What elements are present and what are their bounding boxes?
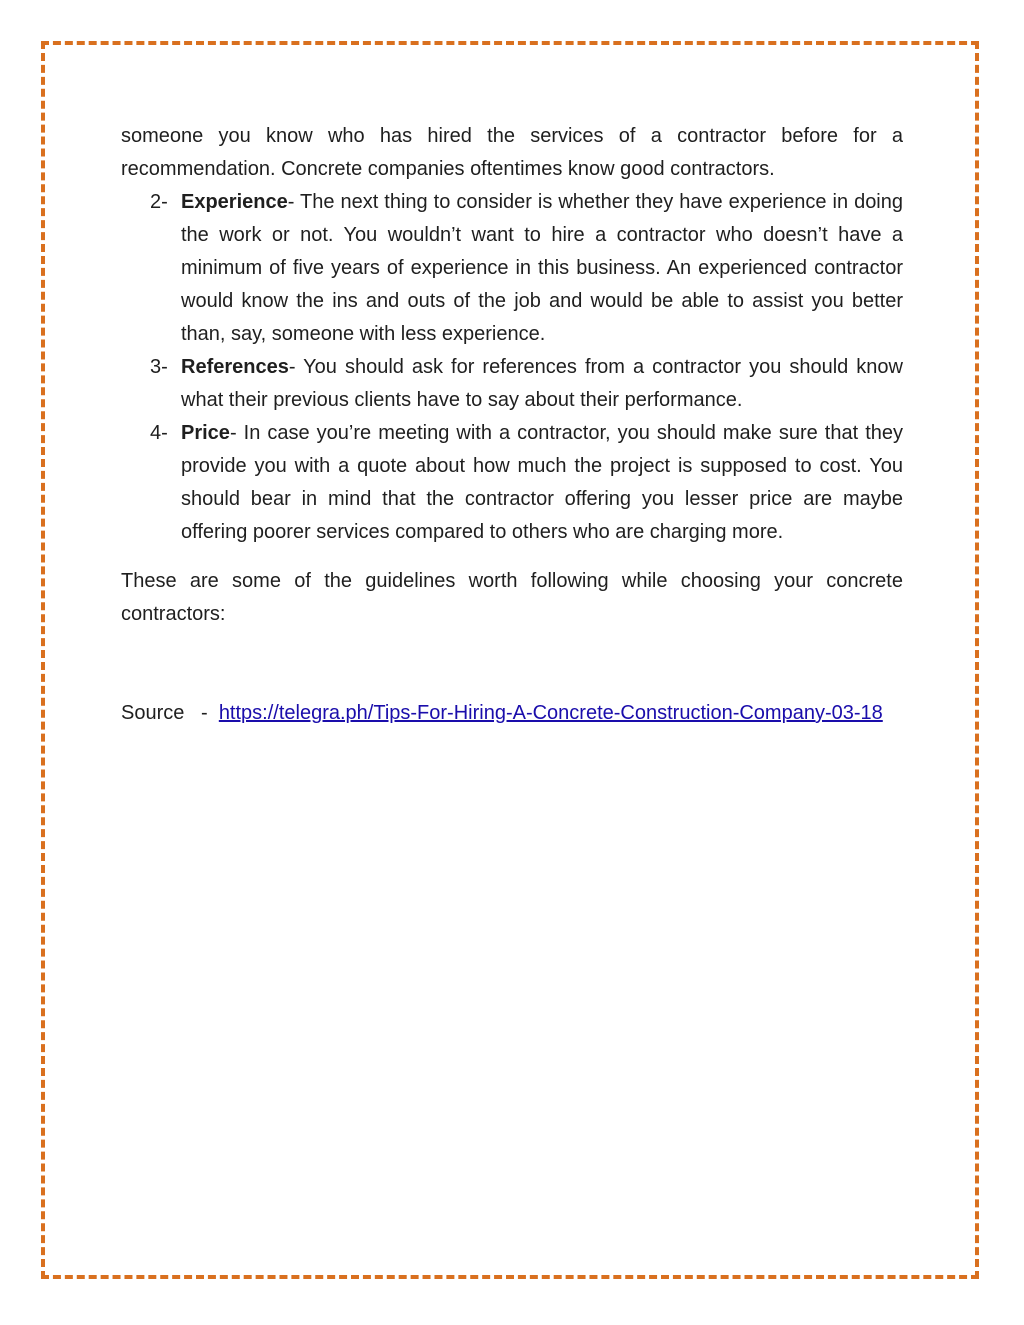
list-item-text: - The next thing to consider is whether they have experience in doing the work or not. You wouldn’t want to hire a contractor who doesn’t have a minimum of five years of experience in this business. An experienced contractor would know the ins and outs of the job and would be able to assist you better than, say, someone with less experience. [181, 191, 903, 345]
source-label: Source - [121, 702, 219, 724]
list-item-experience [121, 186, 903, 351]
source-line [121, 697, 903, 730]
source-link[interactable]: https://telegra.ph/Tips-For-Hiring-A-Concrete-Construction-Company-03-18 [218, 702, 883, 724]
list-item-text: - In case you’re meeting with a contractor, you should make sure that they provide you with a quote about how much the project is supposed to cost. You should bear in mind that the contractor offering you lesser price are maybe offering poorer services compared to others who are charging more. [181, 422, 903, 543]
list-item-term: Experience [181, 191, 288, 213]
document-body [121, 120, 903, 730]
list-item-price [121, 417, 903, 549]
list-item-references [121, 351, 903, 417]
list-item-term: Price [181, 422, 230, 444]
list-item-term: References [181, 356, 289, 378]
list-item-text: - You should ask for references from a contractor you should know what their previous clients have to say about their performance. [181, 356, 903, 411]
list-item-number: 3- [150, 356, 168, 378]
closing-paragraph: These are some of the guidelines worth following while choosing your concrete contractors: [121, 570, 903, 625]
list-item-number: 2- [150, 191, 168, 213]
continuation-paragraph: someone you know who has hired the services of a contractor before for a recommendation. Concrete companies oftentimes know good contractors. [121, 125, 903, 180]
criteria-list [121, 186, 903, 549]
list-item-number: 4- [150, 422, 168, 444]
